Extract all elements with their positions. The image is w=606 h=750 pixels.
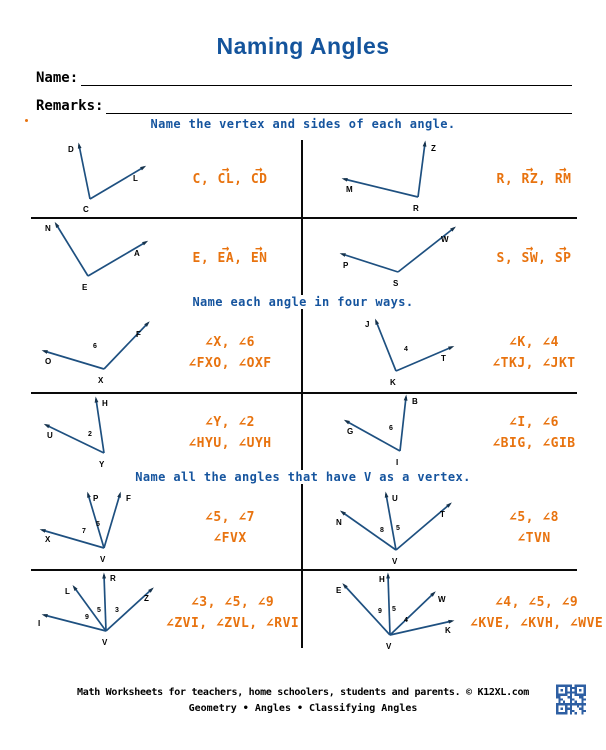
point-label: I: [38, 619, 41, 628]
answer-text: [166, 251, 294, 266]
point-label: B: [412, 397, 418, 406]
ray-arrowhead-icon: [423, 141, 427, 147]
point-label: L: [133, 174, 138, 183]
vertex-label: V: [392, 557, 398, 566]
ray-notation: → RZ: [522, 172, 539, 187]
qr-code: [556, 684, 586, 715]
answer-text: [166, 436, 294, 451]
interior-angle-number: 6: [93, 343, 97, 350]
point-label: P: [93, 494, 99, 503]
answers-area: [166, 504, 300, 552]
angle-diagram: [26, 391, 164, 471]
answers-area: [470, 166, 604, 193]
remarks-blank-line: [106, 96, 572, 114]
section-heading-four-ways: [0, 295, 606, 309]
vertex-label: V: [102, 638, 108, 647]
point-label: Z: [144, 594, 149, 603]
page-title: Naming Angles: [216, 33, 390, 59]
point-label: E: [336, 586, 342, 595]
answer-fragment: ∠X, ∠6: [205, 335, 255, 350]
angle-diagram: [26, 571, 164, 651]
answer-text: [470, 616, 603, 631]
name-field-row: [36, 66, 572, 86]
answers-area: [470, 245, 604, 272]
answer-fragment: ∠5, ∠8: [509, 510, 559, 525]
answer-fragment: C,: [192, 171, 218, 187]
ray-arrowhead-icon: [386, 573, 390, 579]
answer-fragment: ∠FVX: [213, 531, 247, 546]
point-label: R: [110, 574, 116, 583]
point-label: H: [102, 399, 108, 408]
answers-area: [470, 329, 604, 377]
diagram-area: [330, 486, 470, 570]
diagram-area: [26, 391, 166, 475]
angle-diagram: [330, 216, 468, 296]
point-label: A: [134, 249, 140, 258]
ray-notation: → SP: [555, 251, 572, 266]
ray-arrowhead-icon: [344, 420, 350, 425]
interior-angle-number: 5: [392, 606, 396, 613]
answer-fragment: ∠ZVI, ∠ZVL, ∠RVI: [166, 616, 300, 631]
answer-text: [166, 335, 294, 350]
answer-fragment: ∠FXO, ∠OXF: [188, 356, 272, 371]
interior-angle-number: 6: [389, 425, 393, 432]
vertex-label: Y: [99, 460, 105, 469]
point-label: U: [47, 431, 53, 440]
vertex-label: R: [413, 204, 419, 213]
problem-cell: [2, 573, 300, 653]
answer-fragment: ∠5, ∠7: [205, 510, 255, 525]
diagram-area: [26, 571, 166, 655]
answer-text: [166, 510, 294, 525]
ray-notation: → CL: [218, 172, 235, 187]
angle-diagram: [26, 137, 164, 217]
answer-text: [166, 415, 294, 430]
answer-text: [470, 436, 598, 451]
answer-text: [166, 172, 294, 187]
answers-area: [470, 589, 606, 637]
problem-cell: [2, 141, 300, 217]
vertex-label: X: [98, 376, 104, 385]
section-heading-v-vertex: [0, 470, 606, 484]
point-label: H: [379, 575, 385, 584]
problem-cell: [2, 397, 300, 469]
answer-text: [470, 335, 598, 350]
answer-fragment: ∠Y, ∠2: [205, 415, 255, 430]
ray-notation: → SW: [522, 251, 539, 266]
answer-text: [470, 510, 598, 525]
point-label: W: [441, 235, 449, 244]
section-heading-vertex-sides: [0, 117, 606, 131]
problem-cell: [2, 222, 300, 294]
ray-arrowhead-icon: [78, 143, 82, 149]
answer-text: [166, 356, 294, 371]
point-label: K: [445, 626, 451, 635]
point-label: G: [347, 427, 354, 436]
problem-cell: [2, 314, 300, 392]
vertex-label: I: [396, 458, 399, 467]
section-heading-text: Name each angle in four ways.: [184, 295, 421, 309]
point-label: F: [136, 330, 141, 339]
ray-arrowhead-icon: [375, 319, 379, 325]
interior-angle-number: 9: [85, 614, 89, 621]
answer-fragment: ∠4, ∠5, ∠9: [494, 595, 579, 610]
problem-cell: [306, 573, 604, 653]
answers-area: [166, 329, 300, 377]
point-label: M: [346, 185, 353, 194]
interior-angle-number: 2: [88, 431, 92, 438]
interior-angle-number: 5: [96, 521, 100, 528]
answers-area: [166, 589, 305, 637]
angle-diagram: [330, 311, 468, 391]
answer-text: [470, 531, 598, 546]
point-label: X: [45, 535, 51, 544]
vertex-label: V: [386, 642, 392, 651]
ray-arrowhead-icon: [342, 178, 348, 182]
interior-angle-number: 4: [404, 617, 408, 624]
interior-angle-number: 4: [404, 346, 408, 353]
diagram-area: [330, 216, 470, 300]
answer-fragment: ∠HYU, ∠UYH: [188, 436, 272, 451]
name-label: Name:: [36, 70, 79, 86]
answer-fragment: ∠K, ∠4: [509, 335, 559, 350]
point-label: T: [440, 510, 445, 519]
diagram-area: [330, 391, 470, 475]
answer-text: [166, 616, 299, 631]
diagram-area: [26, 216, 166, 300]
problem-cell: [306, 222, 604, 294]
interior-angle-number: 9: [378, 608, 382, 615]
answer-fragment: ∠TKJ, ∠JKT: [492, 356, 576, 371]
point-label: J: [365, 320, 370, 329]
answer-fragment: E,: [192, 250, 218, 266]
answer-fragment: ∠3, ∠5, ∠9: [190, 595, 275, 610]
vertex-label: C: [83, 205, 89, 214]
diagram-area: [330, 137, 470, 221]
problem-cell: [2, 488, 300, 568]
answer-fragment: ,: [234, 250, 251, 266]
answer-text: [470, 172, 598, 187]
ray-arrowhead-icon: [87, 492, 91, 498]
answer-fragment: R,: [496, 171, 522, 187]
answer-fragment: ,: [538, 171, 555, 187]
angle-diagram: [330, 486, 468, 566]
angle-diagram: [330, 571, 468, 651]
diagram-area: [26, 311, 166, 395]
point-label: O: [45, 357, 52, 366]
answer-fragment: ∠KVE, ∠KVH, ∠WVE: [470, 616, 604, 631]
section-heading-text: Name the vertex and sides of each angle.: [143, 117, 464, 131]
point-label: N: [336, 518, 342, 527]
answer-fragment: ∠TVN: [517, 531, 551, 546]
ray-arrowhead-icon: [40, 529, 46, 533]
answer-fragment: ,: [234, 171, 251, 187]
ray-notation: → CD: [251, 172, 268, 187]
diagram-area: [330, 571, 470, 655]
ray-arrowhead-icon: [117, 492, 121, 498]
answers-area: [166, 166, 300, 193]
interior-angle-number: 5: [97, 607, 101, 614]
ray-notation: → EA: [218, 251, 235, 266]
answer-fragment: S,: [496, 250, 522, 266]
section-heading-text: Name all the angles that have V as a vertex.: [127, 470, 478, 484]
angle-diagram: [26, 486, 164, 566]
point-label: W: [438, 595, 446, 604]
ray-arrowhead-icon: [102, 573, 106, 579]
ray-arrowhead-icon: [340, 253, 346, 257]
ray-arrowhead-icon: [404, 395, 408, 401]
remarks-field-row: [36, 94, 572, 114]
diagram-area: [26, 137, 166, 221]
interior-angle-number: 8: [380, 527, 384, 534]
problem-cell: [306, 314, 604, 392]
answers-area: [470, 504, 604, 552]
answer-text: [470, 251, 598, 266]
ray-notation: → RM: [555, 172, 572, 187]
ray-arrowhead-icon: [448, 620, 454, 624]
vertex-label: K: [390, 378, 396, 387]
interior-angle-number: 7: [82, 528, 86, 535]
point-label: D: [68, 145, 74, 154]
answers-area: [166, 409, 300, 457]
answer-text: [470, 356, 598, 371]
answer-fragment: ,: [538, 250, 555, 266]
problem-cell: [306, 488, 604, 568]
answers-area: [470, 409, 604, 457]
problem-cell: [306, 397, 604, 469]
point-label: T: [441, 354, 446, 363]
answer-text: [166, 595, 299, 610]
angle-diagram: [26, 311, 164, 391]
interior-angle-number: 3: [115, 607, 119, 614]
interior-angle-number: 5: [396, 525, 400, 532]
answer-fragment: ∠I, ∠6: [509, 415, 559, 430]
vertex-label: S: [393, 279, 399, 288]
diagram-area: [26, 486, 166, 570]
angle-diagram: [330, 391, 468, 471]
point-label: Z: [431, 144, 436, 153]
diagram-area: [330, 311, 470, 395]
ray-arrowhead-icon: [42, 614, 48, 618]
remarks-label: Remarks:: [36, 98, 104, 114]
point-label: N: [45, 224, 51, 233]
footer-category: Geometry • Angles • Classifying Angles: [188, 703, 418, 714]
ray-arrowhead-icon: [42, 350, 48, 354]
ray-arrowhead-icon: [448, 346, 454, 350]
answer-fragment: ∠BIG, ∠GIB: [492, 436, 576, 451]
angle-diagram: [26, 216, 164, 296]
problem-cell: [306, 141, 604, 217]
point-label: L: [65, 587, 70, 596]
answer-text: [166, 531, 294, 546]
angle-diagram: [330, 137, 468, 217]
ray-arrowhead-icon: [44, 424, 50, 428]
name-blank-line: [81, 68, 572, 86]
point-label: P: [343, 261, 349, 270]
answers-area: [166, 245, 300, 272]
ray-arrowhead-icon: [95, 397, 99, 403]
vertex-label: V: [100, 555, 106, 564]
vertex-label: E: [82, 283, 88, 292]
answer-text: [470, 595, 603, 610]
ray-notation: → EN: [251, 251, 268, 266]
point-label: U: [392, 494, 398, 503]
point-label: F: [126, 494, 131, 503]
answer-text: [470, 415, 598, 430]
ray-arrowhead-icon: [385, 492, 389, 498]
footer-credit: Math Worksheets for teachers, home schoolers, students and parents. © K12XL.com: [77, 687, 529, 698]
